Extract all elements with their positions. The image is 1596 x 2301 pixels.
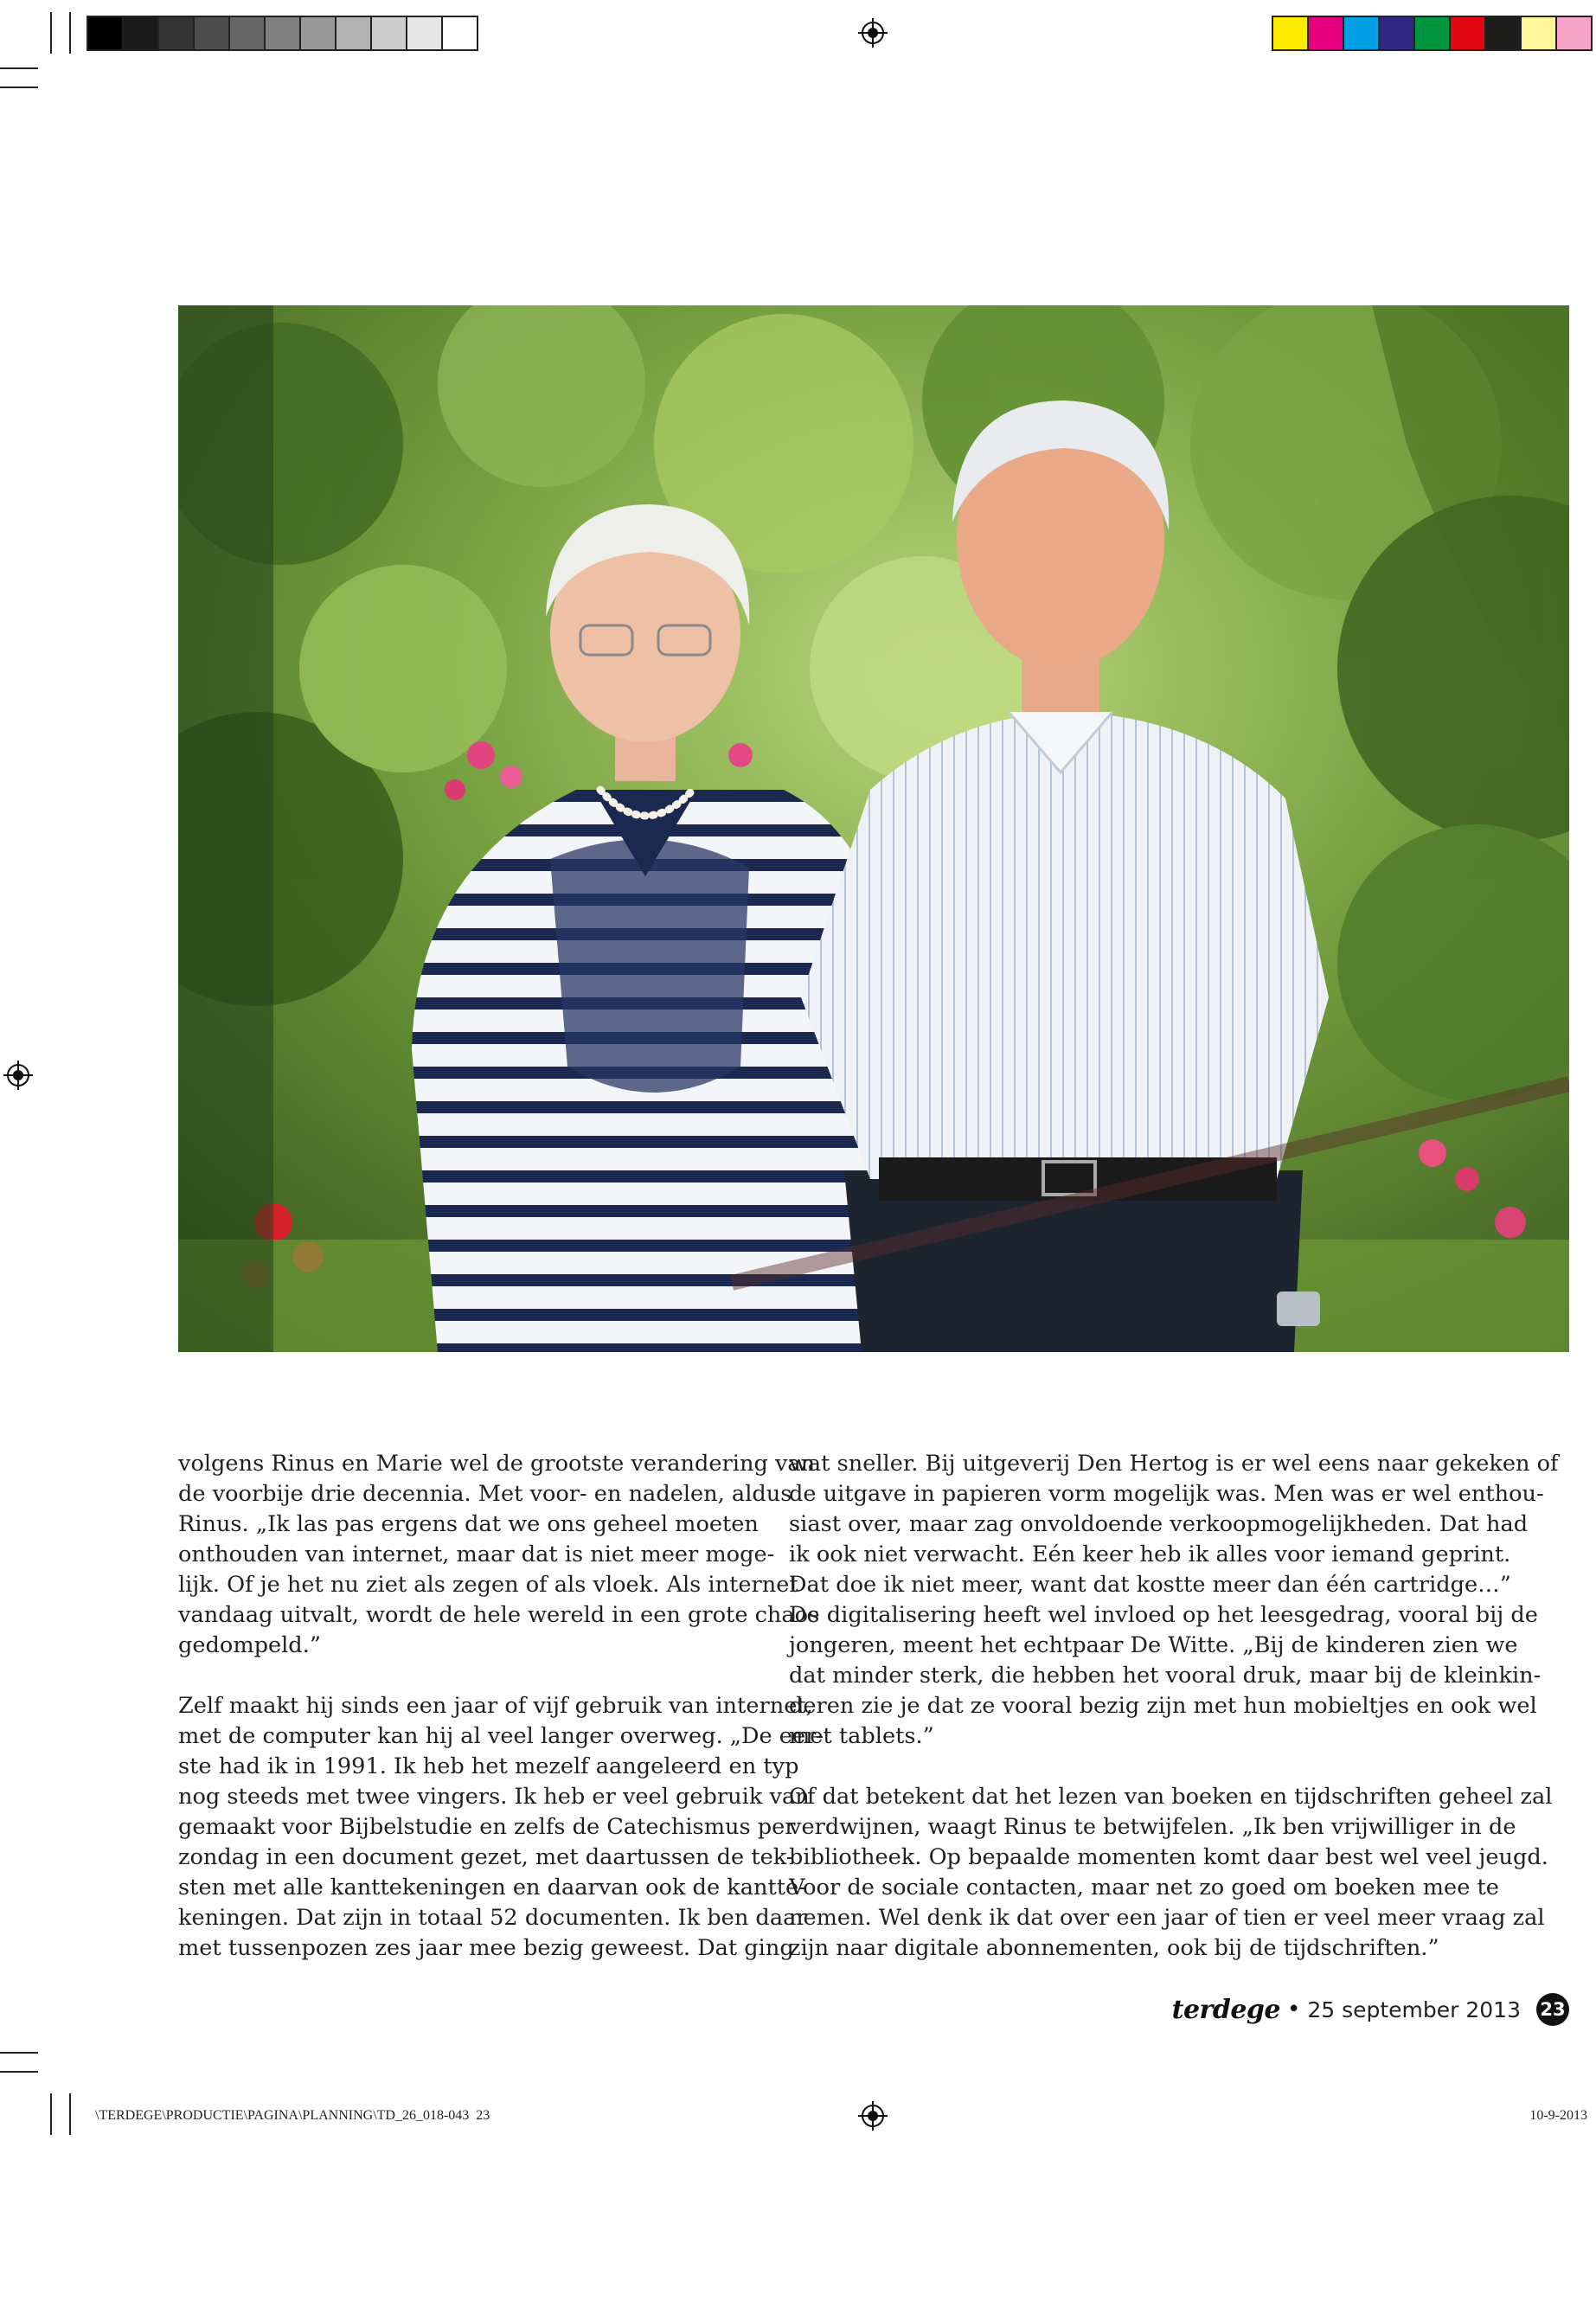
article-line: ste had ik in 1991. Ik heb het mezelf aangeleerd en typ bbox=[178, 1753, 799, 1779]
article-line: nog steeds met twee vingers. Ik heb er veel gebruik van bbox=[178, 1784, 810, 1810]
crop-mark bbox=[50, 2093, 52, 2135]
gray-swatch bbox=[301, 17, 337, 49]
slug-page: 23 bbox=[476, 2108, 490, 2123]
article-line: met tussenpozen zes jaar mee bezig geweest. Dat ging bbox=[178, 1935, 794, 1961]
photo-couple-garden bbox=[178, 305, 1569, 1352]
article-line: de voorbije drie decennia. Met voor- en nadelen, aldus bbox=[178, 1481, 792, 1507]
color-swatch bbox=[1273, 17, 1309, 49]
article-line: lijk. Of je het nu ziet als zegen of als vloek. Als internet bbox=[178, 1572, 798, 1598]
color-swatch bbox=[1344, 17, 1380, 49]
article-line: Rinus. „Ik las pas ergens dat we ons geheel moeten bbox=[178, 1511, 759, 1537]
color-swatch bbox=[1486, 17, 1522, 49]
article-paragraph bbox=[178, 1449, 820, 1661]
article-line: jongeren, meent het echtpaar De Witte. „Bij de kinderen zien we bbox=[789, 1632, 1518, 1658]
article-column-left bbox=[178, 1449, 824, 1964]
crop-mark bbox=[0, 2071, 38, 2073]
color-swatch bbox=[1380, 17, 1415, 49]
article-paragraph bbox=[178, 1691, 824, 1964]
article-line: Dat doe ik niet meer, want dat kostte meer dan één cartridge…” bbox=[789, 1572, 1511, 1598]
article-line: wat sneller. Bij uitgeverij Den Hertog is er wel eens naar gekeken of bbox=[789, 1451, 1559, 1477]
article-line: met tablets.” bbox=[789, 1723, 934, 1749]
crop-mark bbox=[69, 12, 71, 54]
footer-separator: • bbox=[1286, 1997, 1301, 2022]
registration-mark-icon bbox=[3, 1061, 33, 1090]
article-line: gemaakt voor Bijbelstudie en zelfs de Catechismus per bbox=[178, 1814, 796, 1840]
crop-mark bbox=[50, 12, 52, 54]
article-line: bibliotheek. Op bepaalde momenten komt daar best wel veel jeugd. bbox=[789, 1844, 1548, 1870]
article-line: Voor de sociale contacten, maar net zo goed om boeken mee te bbox=[789, 1875, 1499, 1900]
article-line: Zelf maakt hij sinds een jaar of vijf gebruik van internet, bbox=[178, 1693, 813, 1719]
photo-couple-garden-icon bbox=[178, 305, 1569, 1352]
color-calibration-bar bbox=[1272, 16, 1593, 51]
issue-date: 25 september 2013 bbox=[1307, 1997, 1521, 2022]
gray-swatch bbox=[266, 17, 301, 49]
color-swatch bbox=[1522, 17, 1557, 49]
slug-path-text: \TERDEGE\PRODUCTIE\PAGINA\PLANNING\TD_26_018-043 bbox=[95, 2108, 470, 2123]
registration-mark-icon bbox=[858, 18, 888, 48]
gray-swatch bbox=[88, 17, 124, 49]
color-swatch bbox=[1557, 17, 1591, 49]
article-line: verdwijnen, waagt Rinus te betwijfelen. „Ik ben vrijwilliger in de bbox=[789, 1814, 1516, 1840]
article-line: nemen. Wel denk ik dat over een jaar of tien er veel meer vraag zal bbox=[789, 1905, 1545, 1931]
article-line: gedompeld.” bbox=[178, 1632, 321, 1658]
article-line: Of dat betekent dat het lezen van boeken en tijdschriften geheel zal bbox=[789, 1784, 1553, 1810]
magazine-brand: terdege bbox=[1171, 1994, 1280, 2025]
page-number-badge: 23 bbox=[1536, 1993, 1569, 2026]
crop-mark bbox=[69, 2093, 71, 2135]
crop-mark bbox=[0, 87, 38, 88]
article-line: ik ook niet verwacht. Eén keer heb ik alles voor iemand geprint. bbox=[789, 1541, 1511, 1567]
slug-path bbox=[95, 2108, 490, 2124]
gray-swatch bbox=[195, 17, 230, 49]
article-line: zijn naar digitale abonnementen, ook bij de tijdschriften.” bbox=[789, 1935, 1439, 1961]
article-line: met de computer kan hij al veel langer overweg. „De eer- bbox=[178, 1723, 824, 1749]
slug-date: 10-9-2013 bbox=[1529, 2108, 1587, 2123]
article-line: zondag in een document gezet, met daartussen de tek- bbox=[178, 1844, 794, 1870]
article-line: onthouden van internet, maar dat is niet meer moge- bbox=[178, 1541, 775, 1567]
article-line: siast over, maar zag onvoldoende verkoopmogelijkheden. Dat had bbox=[789, 1511, 1529, 1537]
page-footer bbox=[1172, 1992, 1569, 2027]
color-swatch bbox=[1309, 17, 1344, 49]
article-line: keningen. Dat zijn in totaal 52 documenten. Ik ben daar bbox=[178, 1905, 807, 1931]
article-paragraph bbox=[789, 1782, 1553, 1964]
article-paragraph bbox=[789, 1449, 1559, 1752]
article-line: sten met alle kanttekeningen en daarvan ook de kantte- bbox=[178, 1875, 806, 1900]
gray-swatch bbox=[372, 17, 407, 49]
gray-swatch bbox=[159, 17, 195, 49]
gray-swatch bbox=[407, 17, 443, 49]
article-line: volgens Rinus en Marie wel de grootste verandering van bbox=[178, 1451, 816, 1477]
article-line: dat minder sterk, die hebben het vooral druk, maar bij de kleinkin- bbox=[789, 1663, 1542, 1689]
gray-calibration-bar bbox=[87, 16, 478, 51]
article-line: vandaag uitvalt, wordt de hele wereld in een grote chaos bbox=[178, 1602, 820, 1628]
article-line: deren zie je dat ze vooral bezig zijn met hun mobieltjes en ook wel bbox=[789, 1693, 1537, 1719]
article-column-right bbox=[789, 1449, 1559, 1964]
gray-swatch bbox=[337, 17, 372, 49]
crop-mark bbox=[0, 2052, 38, 2054]
gray-swatch bbox=[124, 17, 159, 49]
color-swatch bbox=[1451, 17, 1486, 49]
registration-mark-icon bbox=[858, 2101, 888, 2131]
gray-swatch bbox=[443, 17, 477, 49]
gray-swatch bbox=[230, 17, 266, 49]
color-swatch bbox=[1415, 17, 1451, 49]
crop-mark bbox=[0, 67, 38, 69]
article-line: De digitalisering heeft wel invloed op het leesgedrag, vooral bij de bbox=[789, 1602, 1538, 1628]
article-line: de uitgave in papieren vorm mogelijk was. Men was er wel enthou- bbox=[789, 1481, 1544, 1507]
